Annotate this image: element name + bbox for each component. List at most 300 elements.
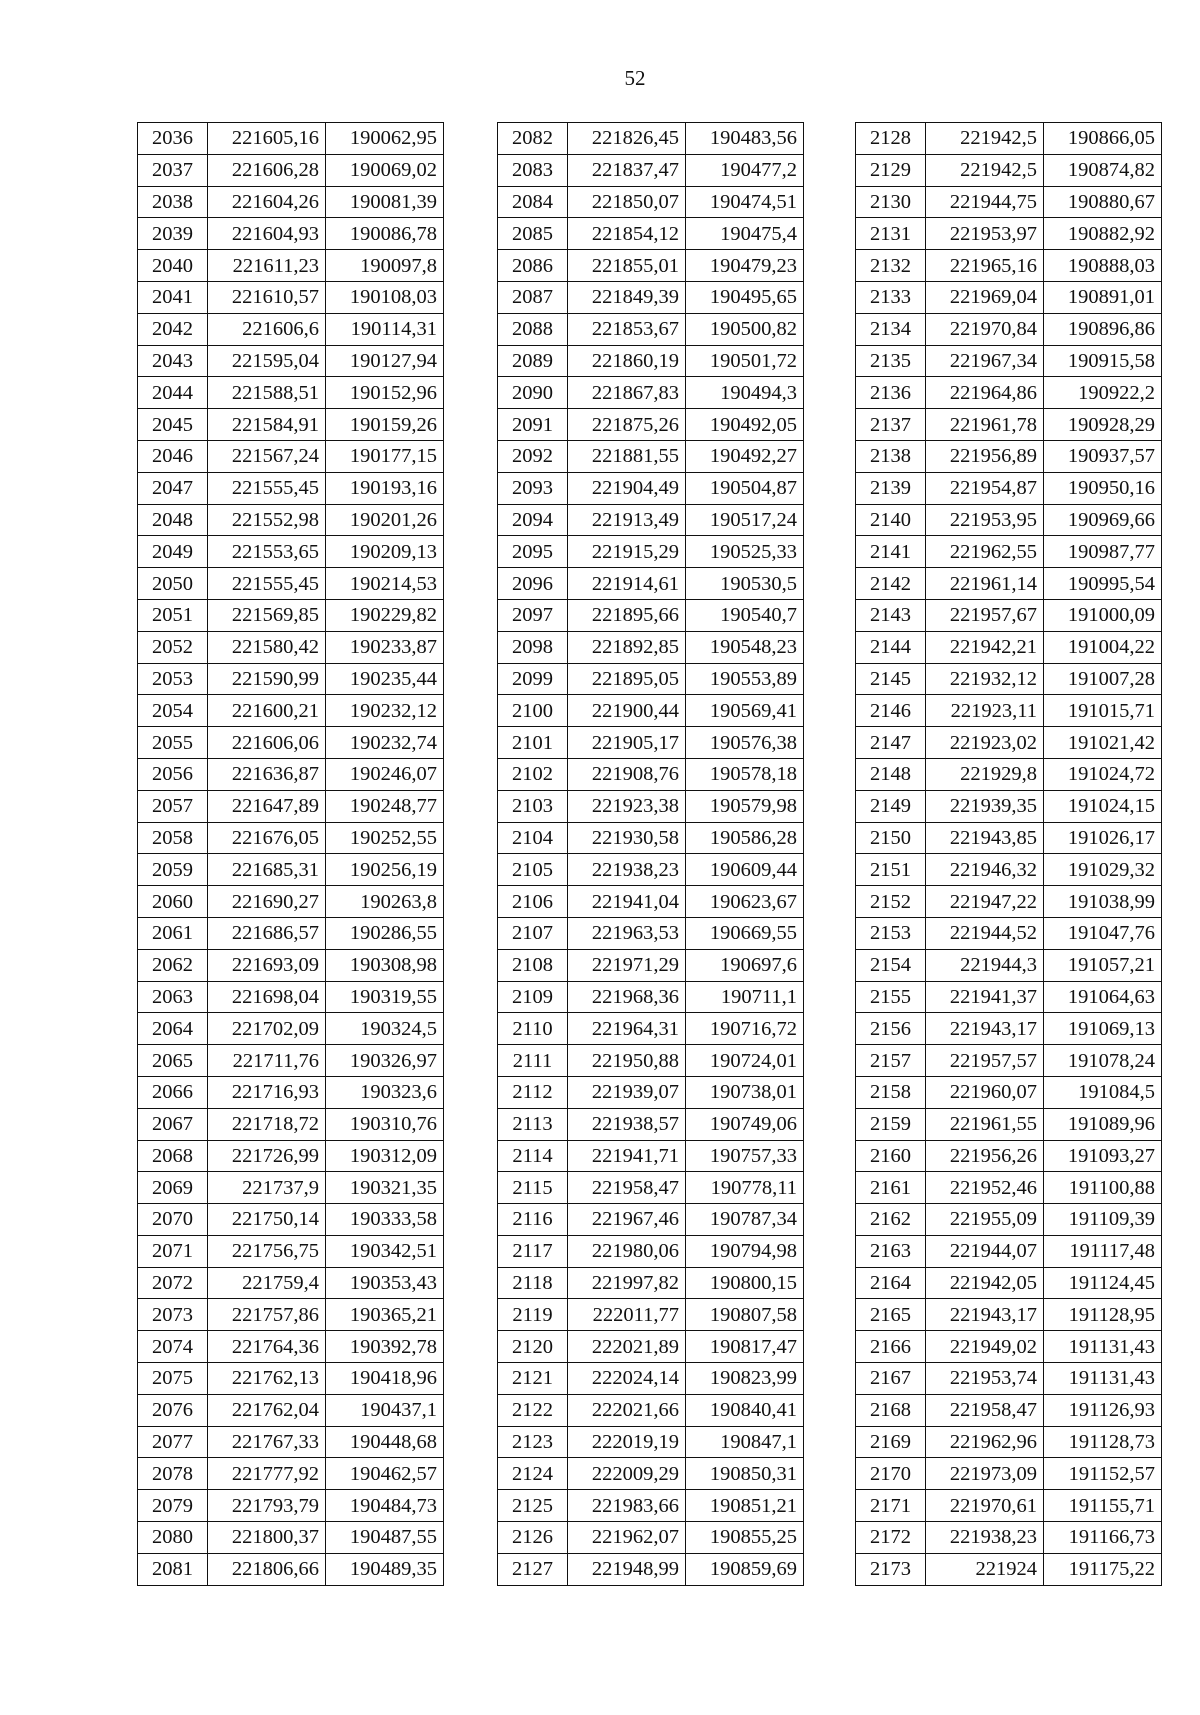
x-coordinate-cell: 221588,51	[208, 377, 326, 409]
x-coordinate-cell: 222019,19	[568, 1426, 686, 1458]
y-coordinate-cell: 190246,07	[326, 758, 444, 790]
point-number-cell: 2078	[138, 1458, 208, 1490]
x-coordinate-cell: 221604,26	[208, 186, 326, 218]
point-number-cell: 2058	[138, 822, 208, 854]
x-coordinate-cell: 222021,89	[568, 1331, 686, 1363]
y-coordinate-cell: 190235,44	[326, 663, 444, 695]
x-coordinate-cell: 221943,17	[926, 1299, 1044, 1331]
table-row	[138, 1045, 444, 1077]
point-number-cell: 2112	[498, 1076, 568, 1108]
table-row	[498, 1331, 804, 1363]
y-coordinate-cell: 190757,33	[686, 1140, 804, 1172]
y-coordinate-cell: 190495,65	[686, 281, 804, 313]
y-coordinate-cell: 190342,51	[326, 1235, 444, 1267]
table-row	[498, 1108, 804, 1140]
y-coordinate-cell: 190462,57	[326, 1458, 444, 1490]
y-coordinate-cell: 190540,7	[686, 599, 804, 631]
x-coordinate-cell: 221948,99	[568, 1553, 686, 1585]
x-coordinate-cell: 221923,02	[926, 727, 1044, 759]
point-number-cell: 2067	[138, 1108, 208, 1140]
point-number-cell: 2145	[856, 663, 926, 695]
table-row	[498, 949, 804, 981]
x-coordinate-cell: 221942,21	[926, 631, 1044, 663]
y-coordinate-cell: 190950,16	[1044, 472, 1162, 504]
y-coordinate-cell: 190716,72	[686, 1013, 804, 1045]
point-number-cell: 2098	[498, 631, 568, 663]
point-number-cell: 2093	[498, 472, 568, 504]
table-row	[138, 1490, 444, 1522]
table-row	[138, 472, 444, 504]
y-coordinate-cell: 191089,96	[1044, 1108, 1162, 1140]
x-coordinate-cell: 221850,07	[568, 186, 686, 218]
x-coordinate-cell: 221997,82	[568, 1267, 686, 1299]
y-coordinate-cell: 190353,43	[326, 1267, 444, 1299]
table-row	[856, 917, 1162, 949]
y-coordinate-cell: 190474,51	[686, 186, 804, 218]
point-number-cell: 2092	[498, 440, 568, 472]
y-coordinate-cell: 190922,2	[1044, 377, 1162, 409]
y-coordinate-cell: 190233,87	[326, 631, 444, 663]
y-coordinate-cell: 190504,87	[686, 472, 804, 504]
y-coordinate-cell: 191069,13	[1044, 1013, 1162, 1045]
table-row	[856, 949, 1162, 981]
x-coordinate-cell: 221905,17	[568, 727, 686, 759]
x-coordinate-cell: 221958,47	[926, 1394, 1044, 1426]
point-number-cell: 2151	[856, 854, 926, 886]
table-row	[856, 1458, 1162, 1490]
table-row	[498, 663, 804, 695]
point-number-cell: 2107	[498, 917, 568, 949]
point-number-cell: 2156	[856, 1013, 926, 1045]
table-row	[498, 822, 804, 854]
table-row	[498, 1204, 804, 1236]
x-coordinate-cell: 221636,87	[208, 758, 326, 790]
table-row	[856, 1299, 1162, 1331]
y-coordinate-cell: 190987,77	[1044, 536, 1162, 568]
table-row	[498, 727, 804, 759]
y-coordinate-cell: 190308,98	[326, 949, 444, 981]
table-row	[856, 1108, 1162, 1140]
point-number-cell: 2108	[498, 949, 568, 981]
point-number-cell: 2144	[856, 631, 926, 663]
y-coordinate-cell: 190319,55	[326, 981, 444, 1013]
y-coordinate-cell: 190915,58	[1044, 345, 1162, 377]
table-row	[138, 822, 444, 854]
table-row	[138, 1331, 444, 1363]
point-number-cell: 2072	[138, 1267, 208, 1299]
table-row	[498, 1553, 804, 1585]
table-row	[856, 186, 1162, 218]
point-number-cell: 2077	[138, 1426, 208, 1458]
point-number-cell: 2037	[138, 154, 208, 186]
y-coordinate-cell: 190530,5	[686, 568, 804, 600]
y-coordinate-cell: 190365,21	[326, 1299, 444, 1331]
table-row	[856, 1394, 1162, 1426]
y-coordinate-cell: 191175,22	[1044, 1553, 1162, 1585]
x-coordinate-cell: 221939,07	[568, 1076, 686, 1108]
x-coordinate-cell: 221676,05	[208, 822, 326, 854]
y-coordinate-cell: 190326,97	[326, 1045, 444, 1077]
point-number-cell: 2102	[498, 758, 568, 790]
x-coordinate-cell: 221702,09	[208, 1013, 326, 1045]
table-row	[498, 1267, 804, 1299]
point-number-cell: 2132	[856, 250, 926, 282]
y-coordinate-cell: 191152,57	[1044, 1458, 1162, 1490]
x-coordinate-cell: 221793,79	[208, 1490, 326, 1522]
x-coordinate-cell: 221956,89	[926, 440, 1044, 472]
y-coordinate-cell: 190937,57	[1044, 440, 1162, 472]
table-row	[138, 218, 444, 250]
y-coordinate-cell: 191029,32	[1044, 854, 1162, 886]
table-row	[856, 218, 1162, 250]
y-coordinate-cell: 190840,41	[686, 1394, 804, 1426]
x-coordinate-cell: 221569,85	[208, 599, 326, 631]
x-coordinate-cell: 221875,26	[568, 409, 686, 441]
y-coordinate-cell: 190928,29	[1044, 409, 1162, 441]
table-row	[138, 695, 444, 727]
table-row	[138, 981, 444, 1013]
table-row	[498, 631, 804, 663]
y-coordinate-cell: 190484,73	[326, 1490, 444, 1522]
point-number-cell: 2038	[138, 186, 208, 218]
point-number-cell: 2044	[138, 377, 208, 409]
x-coordinate-cell: 221611,23	[208, 250, 326, 282]
point-number-cell: 2056	[138, 758, 208, 790]
point-number-cell: 2166	[856, 1331, 926, 1363]
x-coordinate-cell: 221957,67	[926, 599, 1044, 631]
x-coordinate-cell: 221941,04	[568, 886, 686, 918]
point-number-cell: 2088	[498, 313, 568, 345]
x-coordinate-cell: 221961,78	[926, 409, 1044, 441]
point-number-cell: 2153	[856, 917, 926, 949]
point-number-cell: 2084	[498, 186, 568, 218]
x-coordinate-cell: 221950,88	[568, 1045, 686, 1077]
y-coordinate-cell: 190586,28	[686, 822, 804, 854]
table-row	[856, 695, 1162, 727]
x-coordinate-cell: 221806,66	[208, 1553, 326, 1585]
point-number-cell: 2124	[498, 1458, 568, 1490]
table-row	[138, 1204, 444, 1236]
point-number-cell: 2115	[498, 1172, 568, 1204]
x-coordinate-cell: 221584,91	[208, 409, 326, 441]
x-coordinate-cell: 221800,37	[208, 1522, 326, 1554]
table-row	[498, 123, 804, 155]
table-row	[138, 154, 444, 186]
x-coordinate-cell: 221881,55	[568, 440, 686, 472]
table-row	[498, 1363, 804, 1395]
table-row	[138, 1299, 444, 1331]
x-coordinate-cell: 221963,53	[568, 917, 686, 949]
point-number-cell: 2117	[498, 1235, 568, 1267]
table-row	[498, 154, 804, 186]
table-row	[138, 1013, 444, 1045]
point-number-cell: 2076	[138, 1394, 208, 1426]
x-coordinate-cell: 221932,12	[926, 663, 1044, 695]
x-coordinate-cell: 222021,66	[568, 1394, 686, 1426]
x-coordinate-cell: 221943,85	[926, 822, 1044, 854]
point-number-cell: 2171	[856, 1490, 926, 1522]
x-coordinate-cell: 221915,29	[568, 536, 686, 568]
table-row	[498, 1172, 804, 1204]
y-coordinate-cell: 191015,71	[1044, 695, 1162, 727]
y-coordinate-cell: 190127,94	[326, 345, 444, 377]
point-number-cell: 2068	[138, 1140, 208, 1172]
y-coordinate-cell: 190256,19	[326, 854, 444, 886]
table-row	[138, 123, 444, 155]
point-number-cell: 2135	[856, 345, 926, 377]
y-coordinate-cell: 191131,43	[1044, 1363, 1162, 1395]
y-coordinate-cell: 190896,86	[1044, 313, 1162, 345]
point-number-cell: 2172	[856, 1522, 926, 1554]
y-coordinate-cell: 190312,09	[326, 1140, 444, 1172]
y-coordinate-cell: 190418,96	[326, 1363, 444, 1395]
x-coordinate-cell: 221757,86	[208, 1299, 326, 1331]
table-row	[856, 409, 1162, 441]
y-coordinate-cell: 190193,16	[326, 472, 444, 504]
x-coordinate-cell: 221968,36	[568, 981, 686, 1013]
table-row	[138, 790, 444, 822]
table-row	[138, 917, 444, 949]
table-row	[856, 1204, 1162, 1236]
table-row	[498, 886, 804, 918]
x-coordinate-cell: 221726,99	[208, 1140, 326, 1172]
point-number-cell: 2123	[498, 1426, 568, 1458]
coordinate-table-2	[497, 122, 804, 1586]
y-coordinate-cell: 190479,23	[686, 250, 804, 282]
y-coordinate-cell: 190392,78	[326, 1331, 444, 1363]
x-coordinate-cell: 222011,77	[568, 1299, 686, 1331]
x-coordinate-cell: 221567,24	[208, 440, 326, 472]
x-coordinate-cell: 221946,32	[926, 854, 1044, 886]
point-number-cell: 2152	[856, 886, 926, 918]
x-coordinate-cell: 221867,83	[568, 377, 686, 409]
table-row	[138, 1363, 444, 1395]
y-coordinate-cell: 191047,76	[1044, 917, 1162, 949]
x-coordinate-cell: 221606,6	[208, 313, 326, 345]
x-coordinate-cell: 221949,02	[926, 1331, 1044, 1363]
y-coordinate-cell: 190850,31	[686, 1458, 804, 1490]
y-coordinate-cell: 190483,56	[686, 123, 804, 155]
x-coordinate-cell: 221610,57	[208, 281, 326, 313]
point-number-cell: 2130	[856, 186, 926, 218]
point-number-cell: 2168	[856, 1394, 926, 1426]
x-coordinate-cell: 221952,46	[926, 1172, 1044, 1204]
x-coordinate-cell: 221904,49	[568, 472, 686, 504]
x-coordinate-cell: 221762,04	[208, 1394, 326, 1426]
point-number-cell: 2099	[498, 663, 568, 695]
x-coordinate-cell: 221923,11	[926, 695, 1044, 727]
y-coordinate-cell: 190263,8	[326, 886, 444, 918]
table-row	[498, 440, 804, 472]
table-row	[498, 472, 804, 504]
point-number-cell: 2070	[138, 1204, 208, 1236]
table-row	[856, 568, 1162, 600]
point-number-cell: 2118	[498, 1267, 568, 1299]
point-number-cell: 2039	[138, 218, 208, 250]
page-number: 52	[624, 66, 646, 90]
point-number-cell: 2125	[498, 1490, 568, 1522]
point-number-cell: 2126	[498, 1522, 568, 1554]
y-coordinate-cell: 190232,74	[326, 727, 444, 759]
point-number-cell: 2049	[138, 536, 208, 568]
x-coordinate-cell: 221837,47	[568, 154, 686, 186]
table-row	[498, 1140, 804, 1172]
point-number-cell: 2063	[138, 981, 208, 1013]
point-number-cell: 2154	[856, 949, 926, 981]
y-coordinate-cell: 190553,89	[686, 663, 804, 695]
point-number-cell: 2137	[856, 409, 926, 441]
y-coordinate-cell: 190114,31	[326, 313, 444, 345]
table-row	[856, 1331, 1162, 1363]
y-coordinate-cell: 190847,1	[686, 1426, 804, 1458]
table-row	[138, 536, 444, 568]
point-number-cell: 2045	[138, 409, 208, 441]
point-number-cell: 2133	[856, 281, 926, 313]
table-row	[498, 1235, 804, 1267]
y-coordinate-cell: 191124,45	[1044, 1267, 1162, 1299]
point-number-cell: 2081	[138, 1553, 208, 1585]
point-number-cell: 2089	[498, 345, 568, 377]
x-coordinate-cell: 221924	[926, 1553, 1044, 1585]
table-row	[138, 1522, 444, 1554]
table-row	[498, 1045, 804, 1077]
x-coordinate-cell: 221553,65	[208, 536, 326, 568]
x-coordinate-cell: 221942,05	[926, 1267, 1044, 1299]
table-row	[856, 345, 1162, 377]
x-coordinate-cell: 221606,06	[208, 727, 326, 759]
point-number-cell: 2095	[498, 536, 568, 568]
x-coordinate-cell: 221762,13	[208, 1363, 326, 1395]
table-row	[498, 981, 804, 1013]
table-row	[856, 663, 1162, 695]
x-coordinate-cell: 221938,23	[568, 854, 686, 886]
x-coordinate-cell: 221967,46	[568, 1204, 686, 1236]
table-row	[138, 186, 444, 218]
y-coordinate-cell: 191021,42	[1044, 727, 1162, 759]
point-number-cell: 2158	[856, 1076, 926, 1108]
x-coordinate-cell: 221953,97	[926, 218, 1044, 250]
table-row	[138, 949, 444, 981]
y-coordinate-cell: 190859,69	[686, 1553, 804, 1585]
x-coordinate-cell: 221759,4	[208, 1267, 326, 1299]
y-coordinate-cell: 190232,12	[326, 695, 444, 727]
y-coordinate-cell: 190517,24	[686, 504, 804, 536]
table-row	[138, 758, 444, 790]
x-coordinate-cell: 221930,58	[568, 822, 686, 854]
y-coordinate-cell: 191100,88	[1044, 1172, 1162, 1204]
y-coordinate-cell: 190108,03	[326, 281, 444, 313]
table-row	[498, 1458, 804, 1490]
x-coordinate-cell: 221953,95	[926, 504, 1044, 536]
table-row	[856, 1522, 1162, 1554]
x-coordinate-cell: 221711,76	[208, 1045, 326, 1077]
y-coordinate-cell: 190623,67	[686, 886, 804, 918]
y-coordinate-cell: 190738,01	[686, 1076, 804, 1108]
point-number-cell: 2046	[138, 440, 208, 472]
x-coordinate-cell: 221767,33	[208, 1426, 326, 1458]
point-number-cell: 2163	[856, 1235, 926, 1267]
point-number-cell: 2119	[498, 1299, 568, 1331]
y-coordinate-cell: 190880,67	[1044, 186, 1162, 218]
y-coordinate-cell: 191004,22	[1044, 631, 1162, 663]
table-row	[498, 250, 804, 282]
table-row	[856, 758, 1162, 790]
point-number-cell: 2050	[138, 568, 208, 600]
y-coordinate-cell: 190159,26	[326, 409, 444, 441]
y-coordinate-cell: 190724,01	[686, 1045, 804, 1077]
x-coordinate-cell: 221895,66	[568, 599, 686, 631]
y-coordinate-cell: 190969,66	[1044, 504, 1162, 536]
table-row	[498, 695, 804, 727]
y-coordinate-cell: 190492,05	[686, 409, 804, 441]
table-row	[138, 1394, 444, 1426]
coordinate-table-3	[855, 122, 1162, 1586]
table-row	[138, 250, 444, 282]
x-coordinate-cell: 221983,66	[568, 1490, 686, 1522]
point-number-cell: 2111	[498, 1045, 568, 1077]
y-coordinate-cell: 190321,35	[326, 1172, 444, 1204]
point-number-cell: 2075	[138, 1363, 208, 1395]
point-number-cell: 2142	[856, 568, 926, 600]
point-number-cell: 2040	[138, 250, 208, 282]
y-coordinate-cell: 191057,21	[1044, 949, 1162, 981]
point-number-cell: 2139	[856, 472, 926, 504]
x-coordinate-cell: 222024,14	[568, 1363, 686, 1395]
table-row	[856, 1172, 1162, 1204]
y-coordinate-cell: 190097,8	[326, 250, 444, 282]
table-row	[856, 472, 1162, 504]
table-row	[856, 886, 1162, 918]
point-number-cell: 2080	[138, 1522, 208, 1554]
table-row	[498, 1394, 804, 1426]
x-coordinate-cell: 221938,57	[568, 1108, 686, 1140]
x-coordinate-cell: 221552,98	[208, 504, 326, 536]
table-row	[138, 727, 444, 759]
x-coordinate-cell: 221964,31	[568, 1013, 686, 1045]
table-row	[856, 854, 1162, 886]
point-number-cell: 2150	[856, 822, 926, 854]
y-coordinate-cell: 191117,48	[1044, 1235, 1162, 1267]
point-number-cell: 2160	[856, 1140, 926, 1172]
x-coordinate-cell: 221605,16	[208, 123, 326, 155]
table-row	[856, 1076, 1162, 1108]
x-coordinate-cell: 221913,49	[568, 504, 686, 536]
table-row	[498, 1490, 804, 1522]
x-coordinate-cell: 221590,99	[208, 663, 326, 695]
point-number-cell: 2170	[856, 1458, 926, 1490]
point-number-cell: 2074	[138, 1331, 208, 1363]
y-coordinate-cell: 190333,58	[326, 1204, 444, 1236]
table-row	[498, 281, 804, 313]
y-coordinate-cell: 190609,44	[686, 854, 804, 886]
table-row	[138, 854, 444, 886]
y-coordinate-cell: 191126,93	[1044, 1394, 1162, 1426]
y-coordinate-cell: 190697,6	[686, 949, 804, 981]
point-number-cell: 2140	[856, 504, 926, 536]
table-row	[498, 345, 804, 377]
x-coordinate-cell: 221970,61	[926, 1490, 1044, 1522]
x-coordinate-cell: 221961,14	[926, 568, 1044, 600]
x-coordinate-cell: 221956,26	[926, 1140, 1044, 1172]
y-coordinate-cell: 191024,15	[1044, 790, 1162, 822]
point-number-cell: 2147	[856, 727, 926, 759]
table-row	[498, 854, 804, 886]
y-coordinate-cell: 190252,55	[326, 822, 444, 854]
y-coordinate-cell: 190475,4	[686, 218, 804, 250]
y-coordinate-cell: 191026,17	[1044, 822, 1162, 854]
point-number-cell: 2104	[498, 822, 568, 854]
table-row	[498, 377, 804, 409]
